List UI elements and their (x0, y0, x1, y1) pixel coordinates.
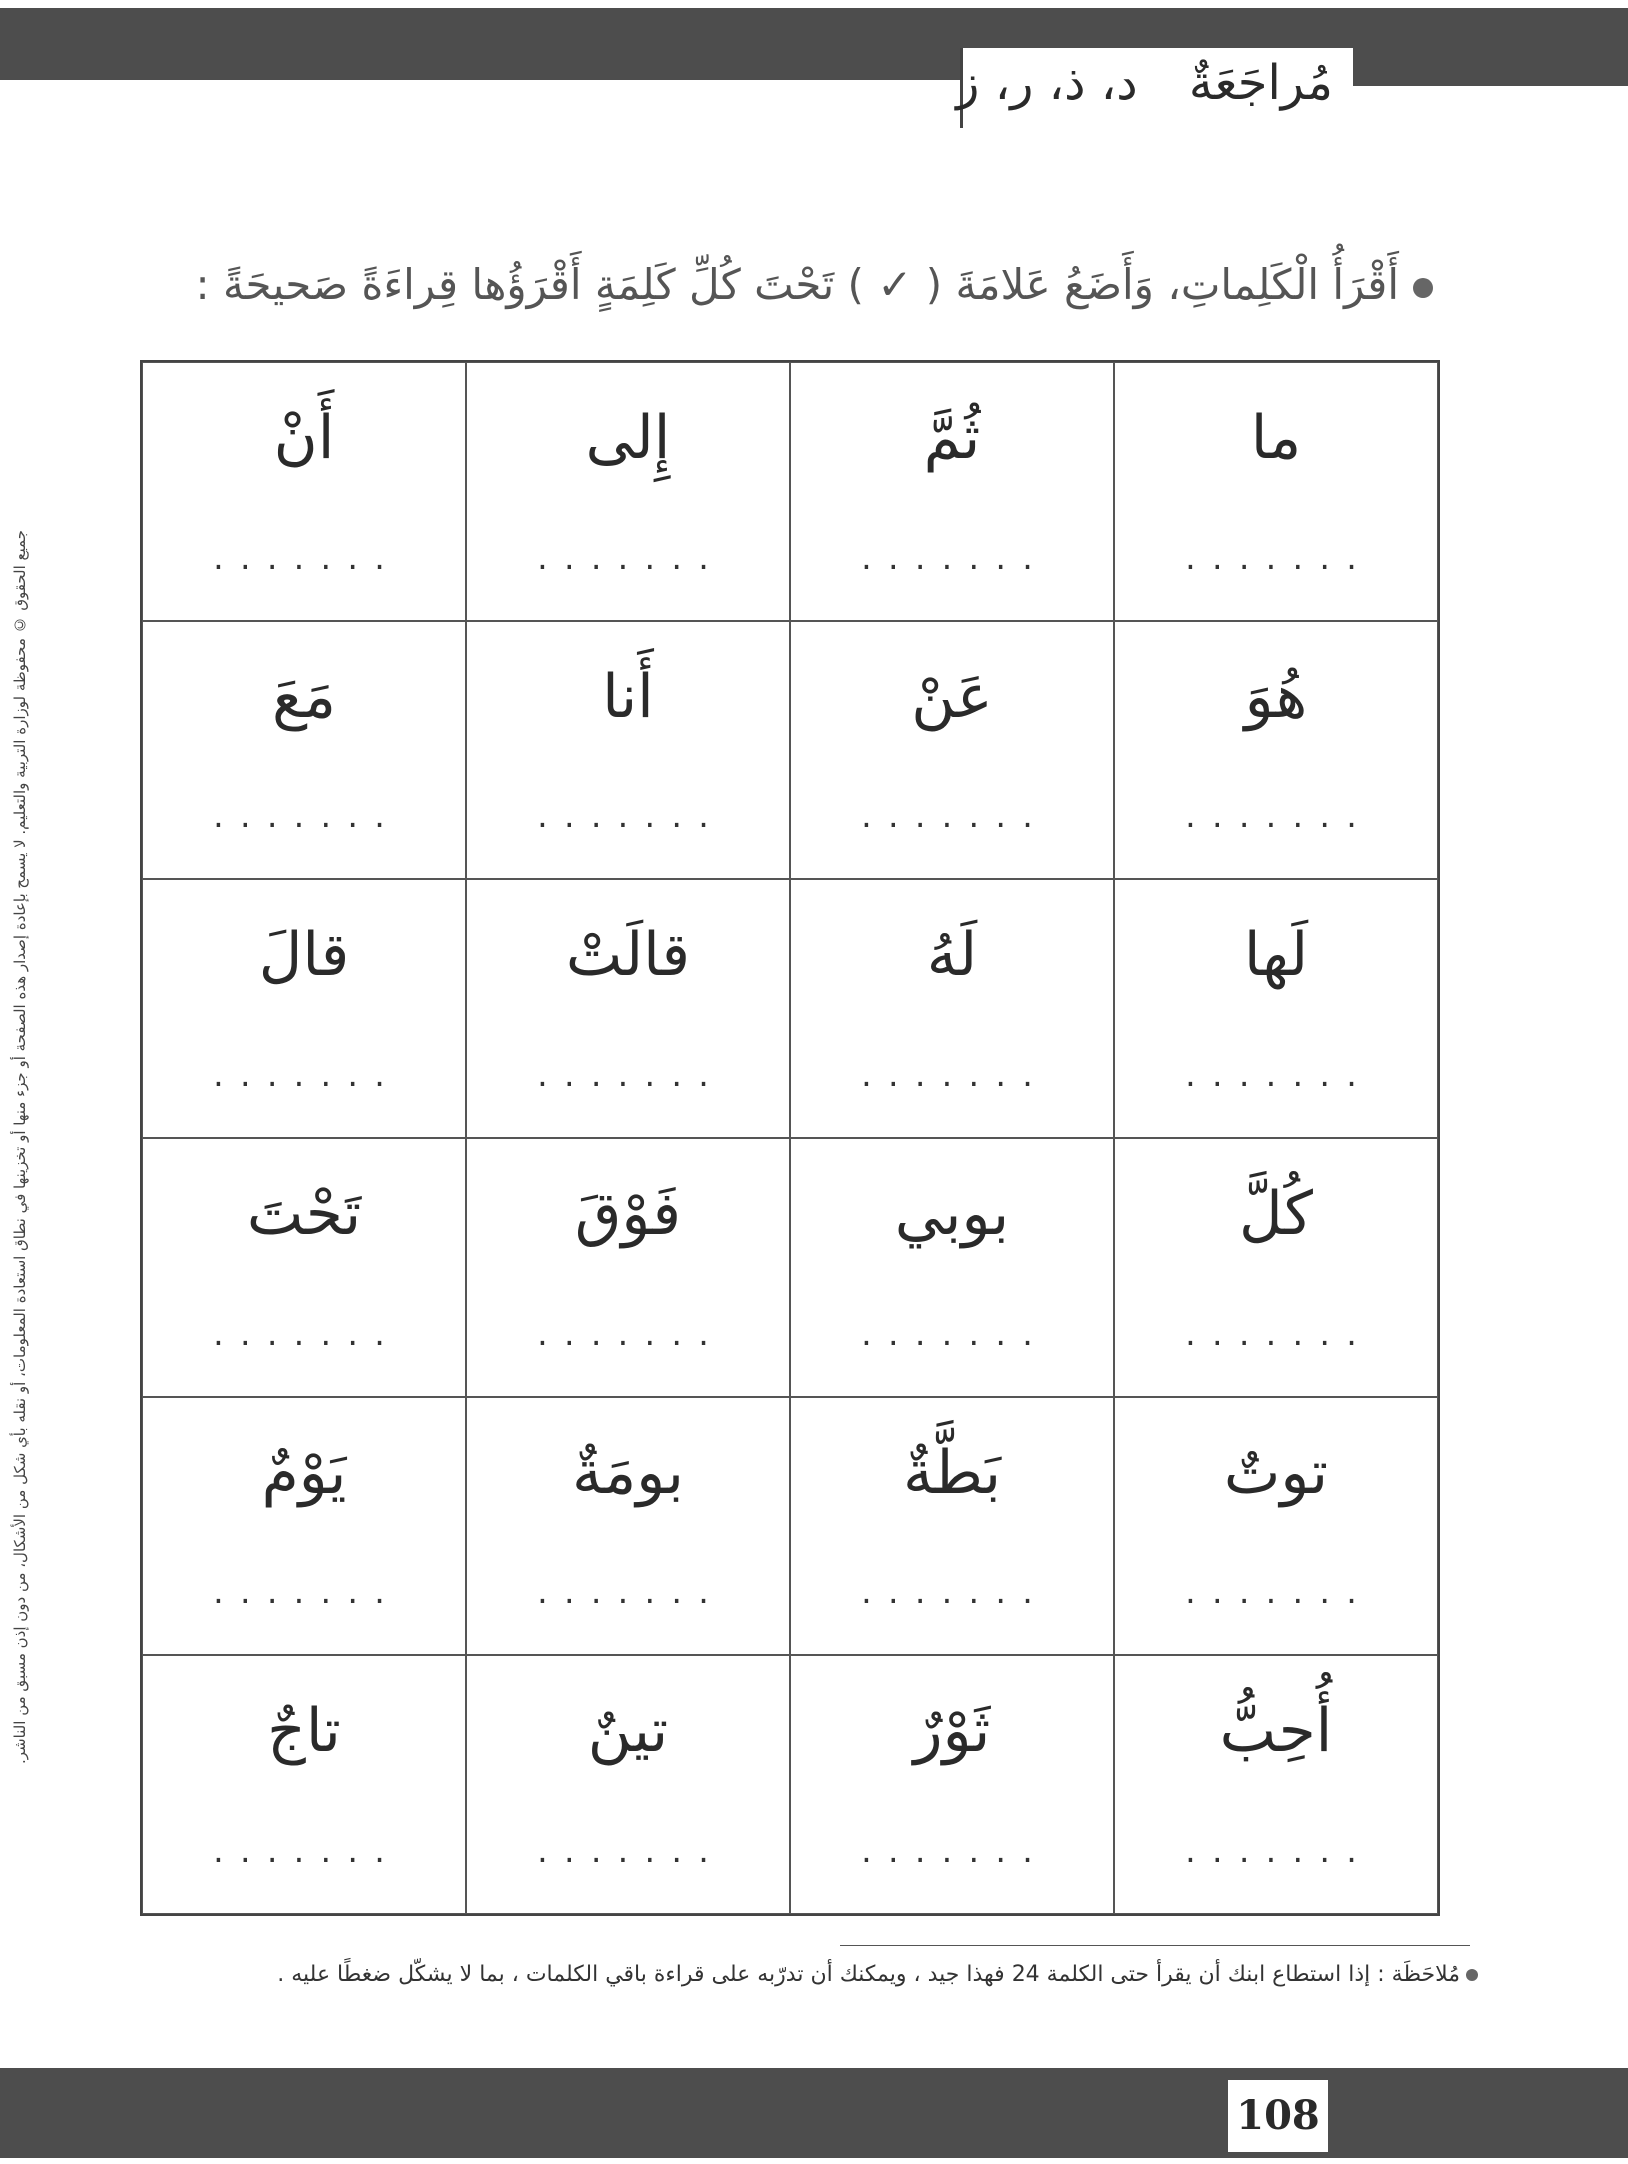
answer-blank[interactable]: ....... (209, 1577, 398, 1611)
page-number: 108 (1228, 2080, 1328, 2152)
header-corner-block (1348, 8, 1628, 86)
word-text: ثُمَّ (923, 403, 981, 473)
section-title (956, 55, 1333, 111)
word-cell (790, 1397, 1114, 1656)
answer-blank[interactable]: ....... (1181, 801, 1370, 835)
answer-blank[interactable]: ....... (857, 801, 1046, 835)
word-cell (466, 1397, 790, 1656)
word-cell (790, 1138, 1114, 1397)
answer-blank[interactable]: ....... (533, 542, 722, 576)
word-text: بَطَّةٌ (902, 1437, 1002, 1508)
word-text: هُوَ (1244, 661, 1308, 732)
word-cell (1114, 362, 1438, 621)
answer-blank[interactable]: ....... (533, 1059, 722, 1093)
bullet-icon (1466, 1969, 1478, 1981)
word-text: أُحِبُّ (1219, 1696, 1333, 1767)
word-text: إِلى (585, 403, 671, 473)
word-text: تاجٌ (267, 1696, 341, 1767)
answer-blank[interactable]: ....... (1181, 1059, 1370, 1093)
word-cell (466, 1655, 790, 1914)
word-text: ثَوْرٌ (913, 1696, 991, 1767)
word-text: لَها (1243, 920, 1309, 991)
word-cell (790, 879, 1114, 1138)
word-cell (142, 621, 466, 880)
word-cell (790, 362, 1114, 621)
word-text: أَنْ (273, 403, 335, 473)
note-divider (840, 1945, 1470, 1946)
word-cell (466, 362, 790, 621)
section-letters: د، ذ، ر، ز (956, 55, 1138, 111)
word-text: قالَتْ (565, 920, 691, 991)
answer-blank[interactable]: ....... (857, 1318, 1046, 1352)
answer-blank[interactable]: ....... (209, 542, 398, 576)
word-text: أَنا (602, 661, 654, 732)
answer-blank[interactable]: ....... (209, 1059, 398, 1093)
word-text: لَهُ (926, 920, 978, 991)
word-cell (1114, 1138, 1438, 1397)
word-text: بومَةٌ (571, 1437, 684, 1508)
word-grid (140, 360, 1440, 1916)
word-cell (1114, 1397, 1438, 1656)
answer-blank[interactable]: ....... (209, 1318, 398, 1352)
footnote-text: مُلاحَظَة : إذا استطاع ابنك أن يقرأ حتى الكلمة 24 فهذا جيد ، ويمكنك أن تدرّبه على قراءة باقي الكلمات ، بما لا يشكّل ضغطًا عليه . (277, 1962, 1460, 1987)
word-cell (142, 1397, 466, 1656)
word-text: بوبي (894, 1178, 1010, 1249)
word-text: توتٌ (1223, 1437, 1329, 1508)
word-cell (1114, 621, 1438, 880)
word-text: كُلَّ (1238, 1178, 1313, 1249)
answer-blank[interactable]: ....... (209, 1835, 398, 1869)
answer-blank[interactable]: ....... (533, 1318, 722, 1352)
word-text: مَعَ (271, 661, 337, 732)
word-cell (466, 621, 790, 880)
section-title-text: مُراجَعَةٌ (1188, 55, 1333, 111)
word-cell (142, 362, 466, 621)
answer-blank[interactable]: ....... (857, 542, 1046, 576)
bullet-icon (1413, 278, 1433, 298)
word-text: عَنْ (911, 661, 993, 732)
answer-blank[interactable]: ....... (857, 1059, 1046, 1093)
answer-blank[interactable]: ....... (533, 1835, 722, 1869)
answer-blank[interactable]: ....... (1181, 1835, 1370, 1869)
answer-blank[interactable]: ....... (1181, 1318, 1370, 1352)
word-text: قالَ (258, 920, 350, 991)
answer-blank[interactable]: ....... (857, 1577, 1046, 1611)
side-copyright: جميع الحقوق © محفوظة لوزارة التربية والتعليم. لا يسمح بإعادة إصدار هذه الصفحة أو جزء منها أو تخزينها في نطاق استعادة المعلومات، أو نقله بأي شكل من الأشكال، من دون إذن مسبق من الناشر. (11, 530, 29, 1765)
word-cell (142, 1655, 466, 1914)
word-text: فَوْقَ (574, 1178, 682, 1249)
footer-bar (0, 2068, 1628, 2158)
instruction-text: أَقْرَأُ الْكَلِماتِ، وَأَضَعُ عَلامَةَ ( ✓ ) تَحْتَ كُلِّ كَلِمَةٍ أَقْرَؤُها قِراءَةً صَحيحَةً : (195, 260, 1399, 309)
word-cell (790, 1655, 1114, 1914)
answer-blank[interactable]: ....... (1181, 542, 1370, 576)
word-cell (466, 879, 790, 1138)
answer-blank[interactable]: ....... (1181, 1577, 1370, 1611)
answer-blank[interactable]: ....... (533, 801, 722, 835)
word-text: تَحْتَ (246, 1178, 362, 1249)
word-cell (1114, 1655, 1438, 1914)
word-text: يَوْمٌ (261, 1437, 347, 1508)
word-text: ما (1250, 403, 1302, 473)
answer-blank[interactable]: ....... (533, 1577, 722, 1611)
instruction (195, 260, 1433, 309)
word-cell (142, 1138, 466, 1397)
footnote (277, 1962, 1478, 1987)
answer-blank[interactable]: ....... (857, 1835, 1046, 1869)
answer-blank[interactable]: ....... (209, 801, 398, 835)
word-cell (466, 1138, 790, 1397)
word-cell (790, 621, 1114, 880)
word-cell (142, 879, 466, 1138)
word-cell (1114, 879, 1438, 1138)
word-text: تينٌ (587, 1696, 669, 1767)
